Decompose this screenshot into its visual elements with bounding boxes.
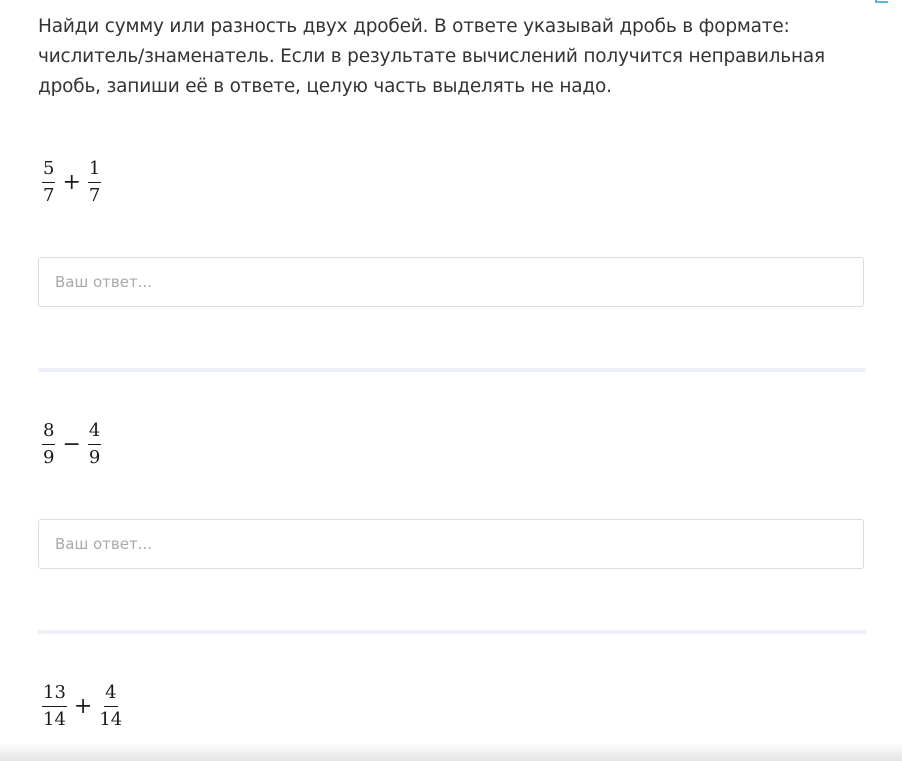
fraction-right xyxy=(97,682,124,731)
section-divider xyxy=(38,368,866,372)
denominator: 14 xyxy=(43,709,66,730)
problem-3-expression xyxy=(40,682,124,731)
numerator: 13 xyxy=(42,682,67,707)
fraction-left xyxy=(40,682,69,731)
scroll-shadow xyxy=(0,743,902,761)
answer-input-1[interactable] xyxy=(38,257,864,307)
section-divider xyxy=(38,630,866,634)
problem-2-expression xyxy=(40,420,103,469)
numerator: 5 xyxy=(42,158,55,183)
operator: + xyxy=(62,169,81,195)
denominator: 7 xyxy=(88,185,101,206)
fraction-right xyxy=(86,420,103,469)
fraction-right xyxy=(86,158,103,207)
numerator: 8 xyxy=(42,420,55,445)
fraction-left xyxy=(40,158,57,207)
denominator: 14 xyxy=(99,709,123,730)
fraction-left xyxy=(40,420,57,469)
numerator: 1 xyxy=(88,158,101,183)
corner-bracket-icon[interactable] xyxy=(874,0,888,6)
numerator: 4 xyxy=(104,682,117,707)
answer-input-2[interactable] xyxy=(38,519,864,569)
denominator: 9 xyxy=(88,447,101,468)
numerator: 4 xyxy=(88,420,101,445)
denominator: 7 xyxy=(43,185,55,206)
task-instructions: Найди сумму или разность двух дробей. В ответе указывай дробь в формате: числитель/знаменатель. Если в результате вычислений получится неправильная дробь, запиши её в ответе, целую часть выделять не надо. xyxy=(38,16,825,97)
operator: + xyxy=(73,693,93,719)
denominator: 9 xyxy=(43,447,55,468)
operator: − xyxy=(62,431,81,457)
problem-1-expression xyxy=(40,158,103,207)
